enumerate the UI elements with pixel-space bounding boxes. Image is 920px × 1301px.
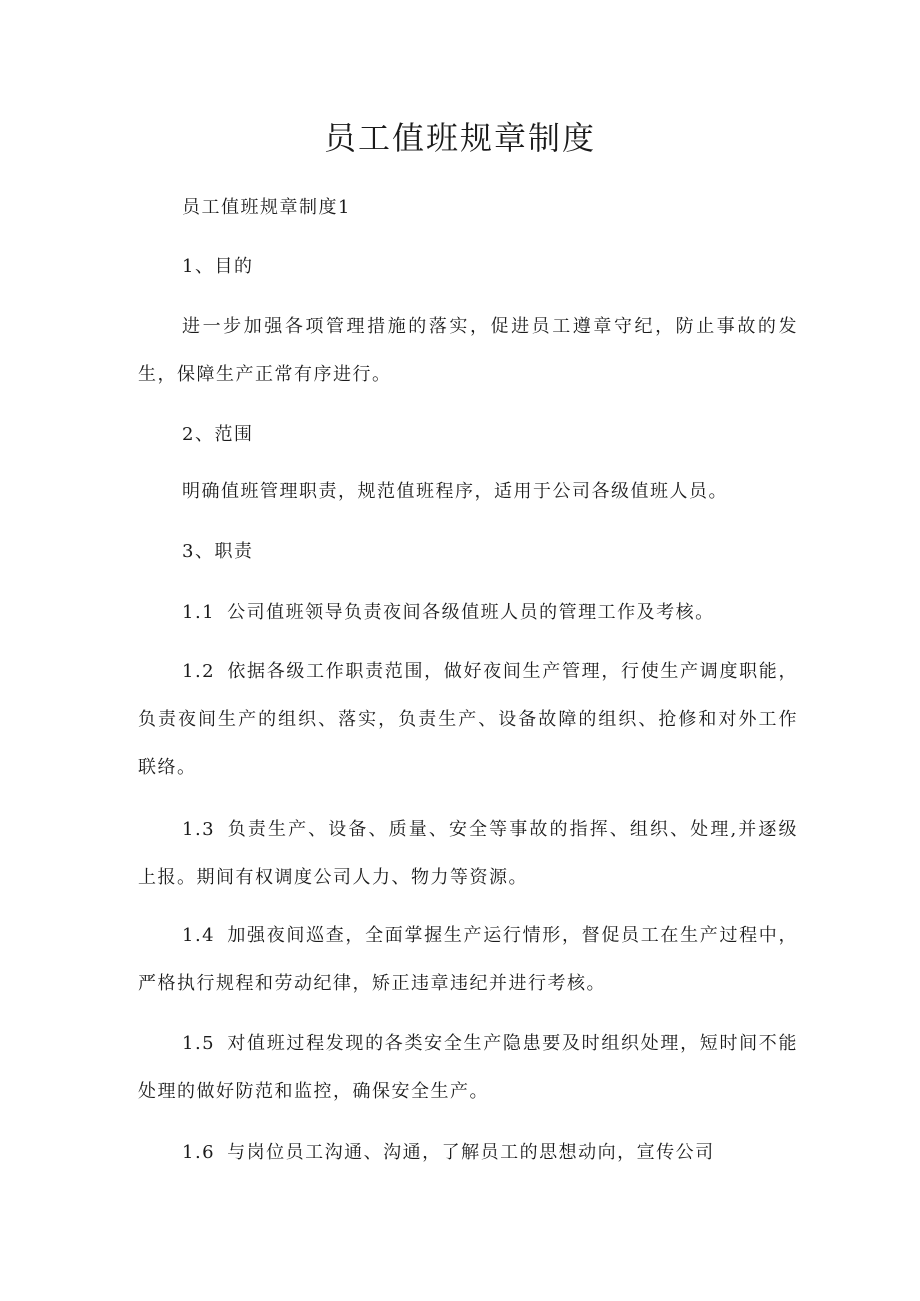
duty-item [138, 589, 798, 637]
duty-text: 对值班过程发现的各类安全生产隐患要及时组织处理，短时间不能处理的做好防范和监控，确保安全生产。 [138, 1033, 798, 1102]
duty-text: 依据各级工作职责范围，做好夜间生产管理，行使生产调度职能，负责夜间生产的组织、落实，负责生产、设备故障的组织、抢修和对外工作联络。 [138, 661, 798, 778]
duty-number: 1.1 [182, 602, 216, 623]
duty-item [138, 1020, 798, 1116]
duty-item [138, 1129, 798, 1177]
scope-paragraph: 明确值班管理职责，规范值班程序，适用于公司各级值班人员。 [182, 481, 728, 502]
document-title: 员工值班规章制度 [323, 119, 596, 157]
duty-text: 公司值班领导负责夜间各级值班人员的管理工作及考核。 [227, 602, 715, 623]
duty-item [138, 806, 798, 902]
duty-text: 加强夜间巡查，全面掌握生产运行情形，督促员工在生产过程中，严格执行规程和劳动纪律，矫正违章违纪并进行考核。 [138, 925, 798, 994]
duty-text: 负责生产、设备、质量、安全等事故的指挥、组织、处理,并逐级上报。期间有权调度公司人力、物力等资源。 [138, 819, 798, 888]
section-heading-scope: 2、范围 [182, 424, 254, 445]
section-heading-purpose: 1、目的 [182, 256, 254, 277]
duty-number: 1.4 [182, 925, 216, 946]
duty-number: 1.6 [182, 1142, 216, 1163]
duty-number: 1.3 [182, 819, 216, 840]
section-heading-duties: 3、职责 [182, 541, 254, 562]
document-subtitle: 员工值班规章制度1 [182, 197, 351, 218]
duty-number: 1.2 [182, 661, 216, 682]
duty-item [138, 648, 798, 792]
duty-number: 1.5 [182, 1033, 216, 1054]
duty-item [138, 912, 798, 1008]
purpose-paragraph: 进一步加强各项管理措施的落实，促进员工遵章守纪，防止事故的发生，保障生产正常有序进行。 [138, 316, 798, 385]
duty-text: 与岗位员工沟通、沟通，了解员工的思想动向，宣传公司 [227, 1142, 715, 1163]
